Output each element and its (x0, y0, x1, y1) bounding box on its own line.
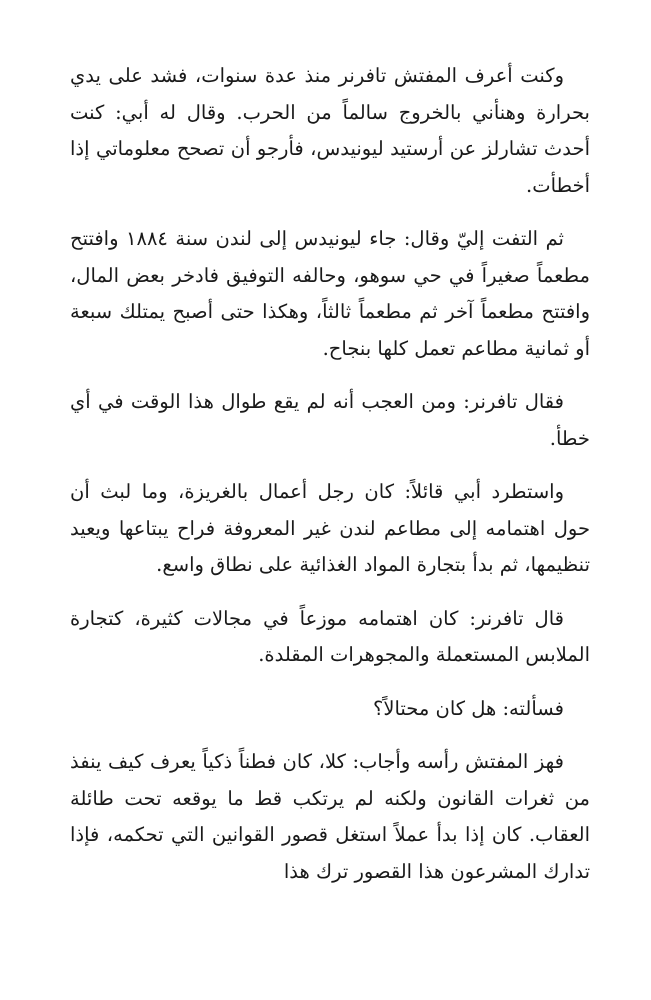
paragraph-5: قال تافرنر: كان اهتمامه موزعاً في مجالات كثيرة، كتجارة الملابس المستعملة والمجوهرات المقلدة. (70, 606, 590, 666)
paragraph-1: وكنت أعرف المفتش تافرنر منذ عدة سنوات، فشد على يدي بحرارة وهنأني بالخروج سالماً من الحرب. وقال له أبي: كنت أحدث تشارلز عن أرستيد ليونيدس، فأرجو أن تصحح معلوماتي إذا أخطأت. (70, 64, 590, 197)
paragraph-4: واستطرد أبي قائلاً: كان رجل أعمال بالغريزة، وما لبث أن حول اهتمامه إلى مطاعم لندن غير المعروفة فراح يبتاعها ويعيد تنظيمها، ثم بدأ بتجارة المواد الغذائية على نطاق واسع. (70, 480, 590, 576)
paragraph-3: فقال تافرنر: ومن العجب أنه لم يقع طوال هذا الوقت في أي خطأ. (70, 390, 590, 450)
book-page (70, 58, 590, 890)
paragraph-6: فسألته: هل كان محتالاً؟ (372, 696, 564, 720)
paragraph-2: ثم التفت إليّ وقال: جاء ليونيدس إلى لندن سنة ١٨٨٤ وافتتح مطعماً صغيراً في حي سوهو، وحالفه التوفيق فادخر بعض المال، وافتتح مطعماً آخر ثم مطعماً ثالثاً، وهكذا حتى أصبح يمتلك سبعة أو ثمانية مطاعم تعمل كلها بنجاح. (70, 227, 590, 360)
paragraph-7: فهز المفتش رأسه وأجاب: كلا، كان فطناً ذكياً يعرف كيف ينفذ من ثغرات القانون ولكنه لم يرتكب قط ما يوقعه تحت طائلة العقاب. كان إذا بدأ عملاً استغل قصور القوانين التي تحكمه، فإذا تدارك المشرعون هذا القصور ترك هذا (70, 750, 590, 883)
